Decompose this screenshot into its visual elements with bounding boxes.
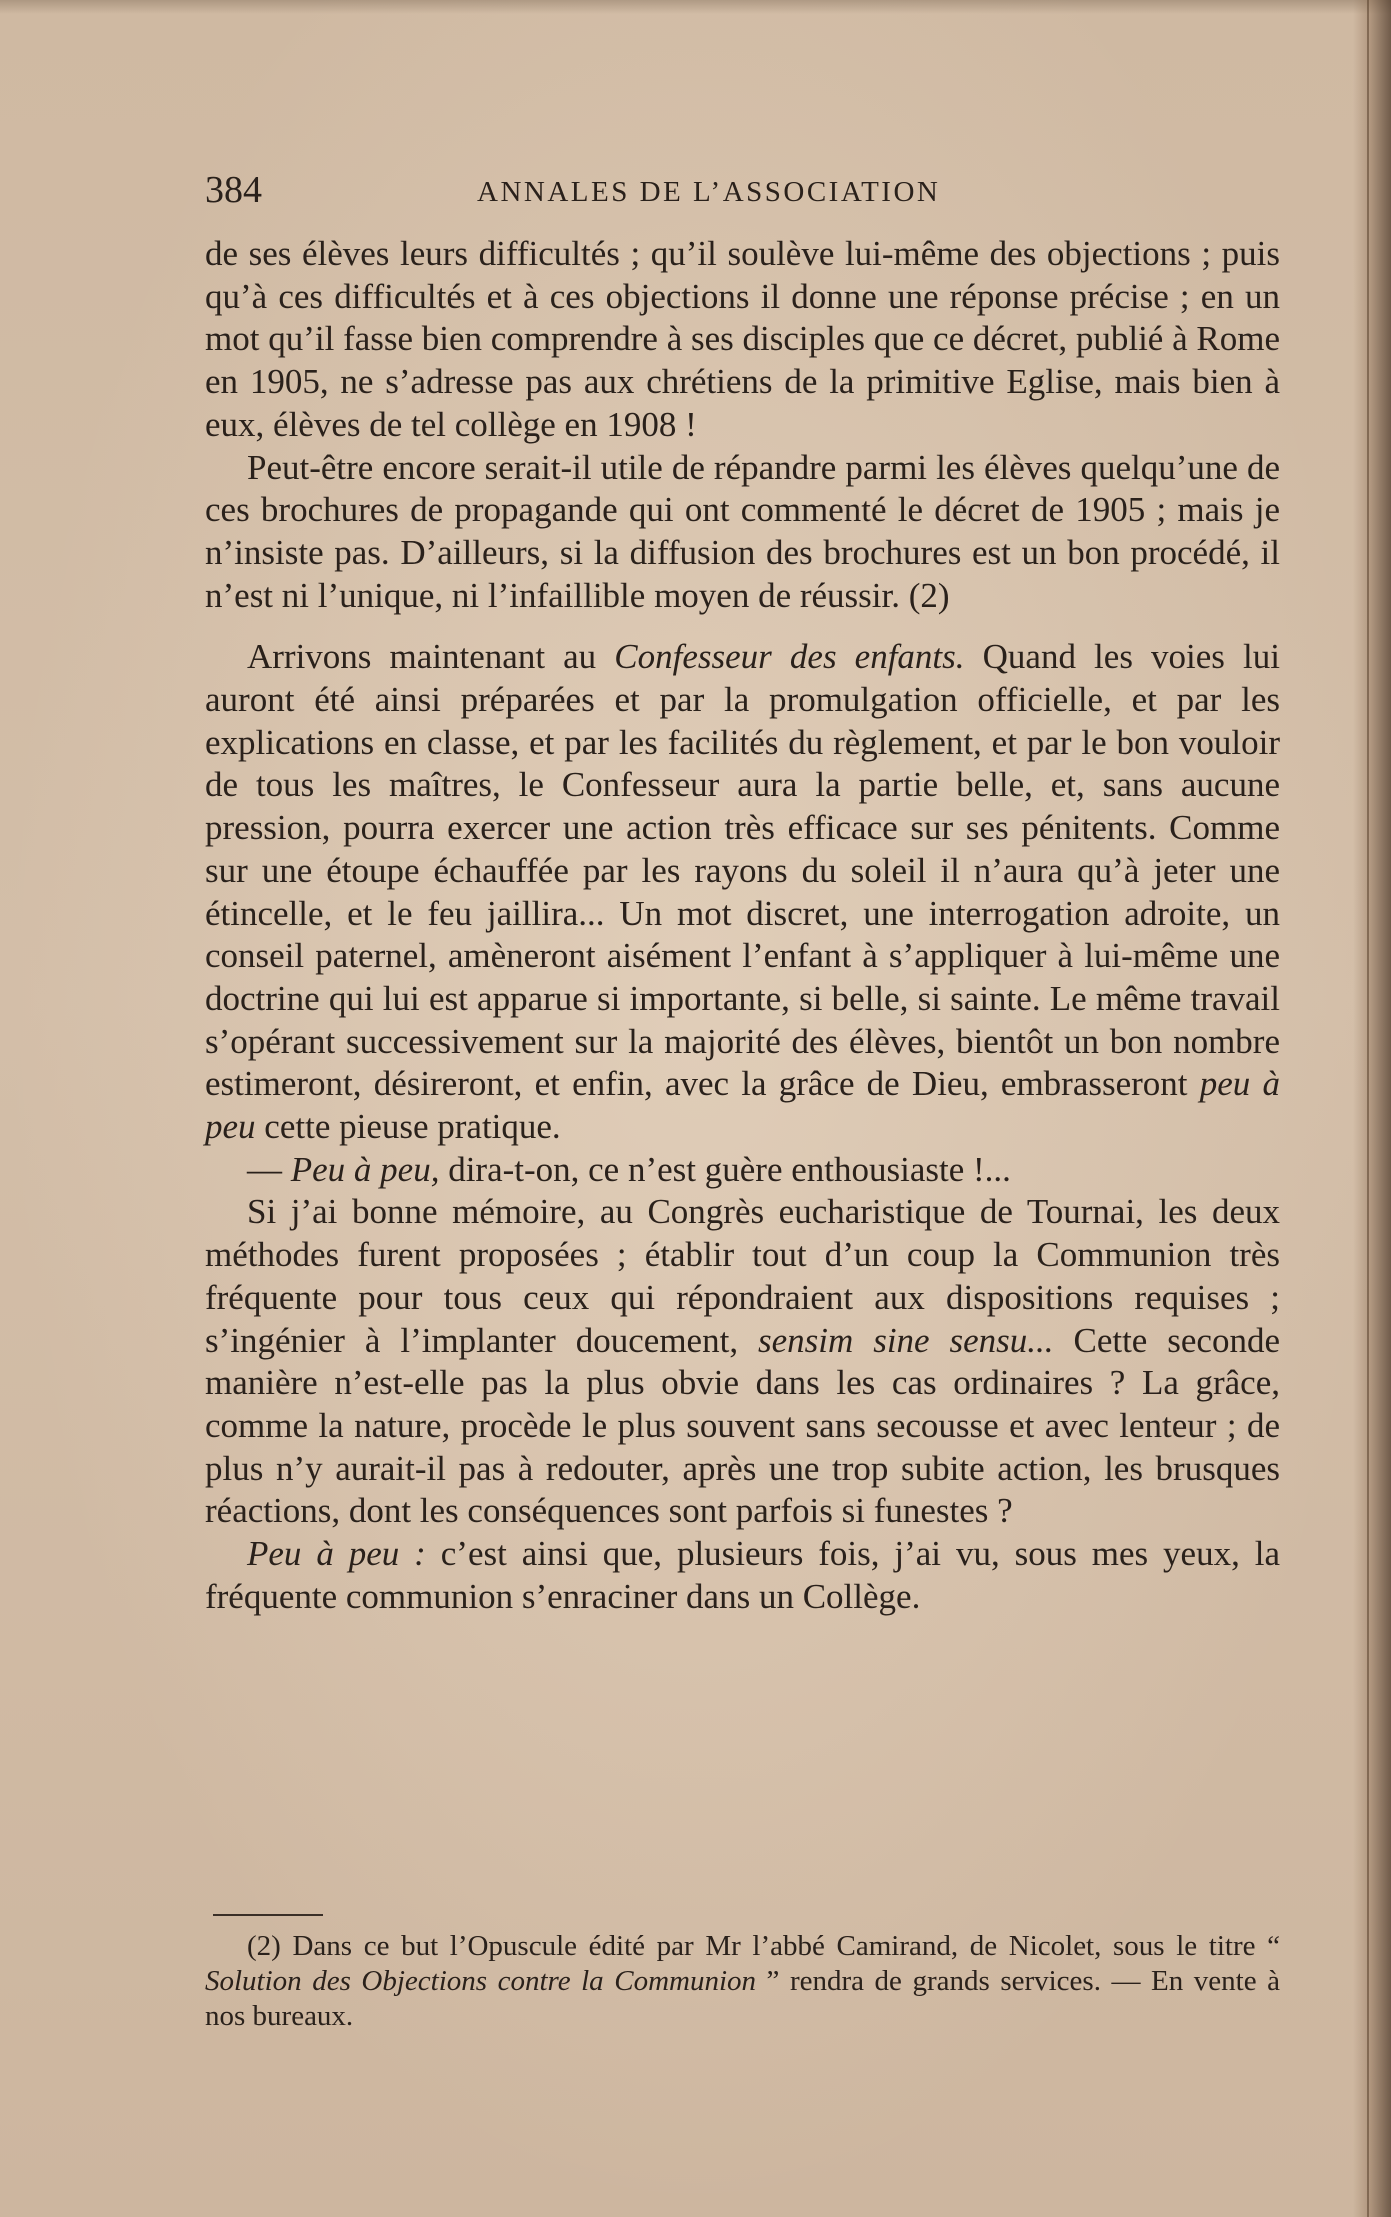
paragraph-3 (205, 636, 1280, 1148)
footnote-rule (213, 1914, 323, 1916)
paragraph-4-dash: — (247, 1149, 291, 1189)
page-number: 384 (205, 169, 262, 211)
paragraph-4-italic: Peu à peu, (290, 1149, 440, 1189)
paragraph-1: de ses élèves leurs difficultés ; qu’il soulève lui-même des objections ; puis qu’à ces difficultés et à ces objections il donne une réponse précise ; en un mot qu’il fasse bien comprendre à ses disciples que ce décret, publié à Rome en 1905, ne s’adresse pas aux chrétiens de la primitive Eglise, mais bien à eux, élèves de tel collège en 1908 ! (205, 234, 1280, 444)
paragraph-2: Peut-être encore serait-il utile de répandre parmi les élèves quelqu’une de ces brochures de propagande qui ont commenté le décret de 1905 ; mais je n’insiste pas. D’ailleurs, si la diffusion des brochures est un bon procédé, il n’est ni l’unique, ni l’infaillible moyen de réussir. (2) (205, 447, 1280, 615)
paragraph-6 (205, 1533, 1280, 1618)
paragraph-4 (205, 1149, 1280, 1192)
book-spine-shadow (1353, 0, 1391, 2217)
running-head: ANNALES DE L’ASSOCIATION (477, 176, 941, 208)
page-top-shadow (0, 0, 1391, 14)
paragraph-5-rest: Cette seconde manière n’est-elle pas la plus obvie dans les cas ordinaires ? La grâce, comme la nature, procède le plus souvent sans secousse et avec lenteur ; de plus n’y aurait-il pas à redouter, après une trop subite action, les brusques réactions, dont les conséquences sont parfois si funestes ? (205, 1320, 1280, 1531)
paragraph-5 (205, 1191, 1280, 1533)
paragraph-6-rest: c’est ainsi que, plusieurs fois, j’ai vu, sous mes yeux, la fréquente communion s’enraciner dans un Collège. (205, 1534, 1281, 1616)
footnote (205, 1929, 1280, 2034)
paragraph-3-middle: Quand les voies lui auront été ainsi préparées et par la promulgation officielle, et par les explications en classe, et par les facilités du règlement, et par le bon vouloir de tous les maîtres, le Confesseur aura la partie belle, et, sans aucune pression, pourra exercer une action très efficace sur ses pénitents. Comme sur une étoupe échauffée par les rayons du soleil il n’aura qu’à jeter une étincelle, et le feu jaillira... Un mot discret, une interrogation adroite, un conseil paternel, amèneront aisément l’enfant à s’appliquer à lui-même une doctrine qui lui est apparue si importante, si belle, si sainte. Le même travail s’opérant successivement sur la majorité des élèves, bientôt un bon nombre estimeront, désireront, et enfin, avec la grâce de Dieu, embrasseront (205, 637, 1280, 1104)
footnote-end: ” rendra de grands services. — En vente à nos bureaux. (205, 1965, 1280, 2032)
paragraph-6-italic: Peu à peu : (247, 1534, 426, 1574)
paragraph-5-italic: sensim sine sensu... (758, 1320, 1054, 1360)
footnote-italic-title: Solution des Objections contre la Communion (205, 1965, 757, 1997)
body-text (205, 233, 1280, 1619)
page-header (205, 168, 1280, 218)
paragraph-3-italic-2: peu à peu (205, 1064, 1280, 1147)
book-spine-edge (1367, 0, 1369, 2217)
paragraph-3-start: Arrivons maintenant au (247, 637, 615, 677)
paragraph-3-italic: Confesseur des enfants. (614, 637, 965, 677)
footnote-start: (2) Dans ce but l’Opuscule édité par Mr l’abbé Camirand, de Nicolet, sous le titre “ (247, 1930, 1280, 1962)
paragraph-4-rest: dira-t-on, ce n’est guère enthousiaste !... (439, 1149, 1011, 1189)
paragraph-3-end: cette pieuse pratique. (255, 1107, 561, 1147)
paragraph-5-start: Si j’ai bonne mémoire, au Congrès eucharistique de Tournai, les deux méthodes furent proposées ; établir tout d’un coup la Communion très fréquente pour tous ceux qui répondraient aux dispositions requises ; s’ingénier à l’implanter doucement, (205, 1192, 1280, 1360)
